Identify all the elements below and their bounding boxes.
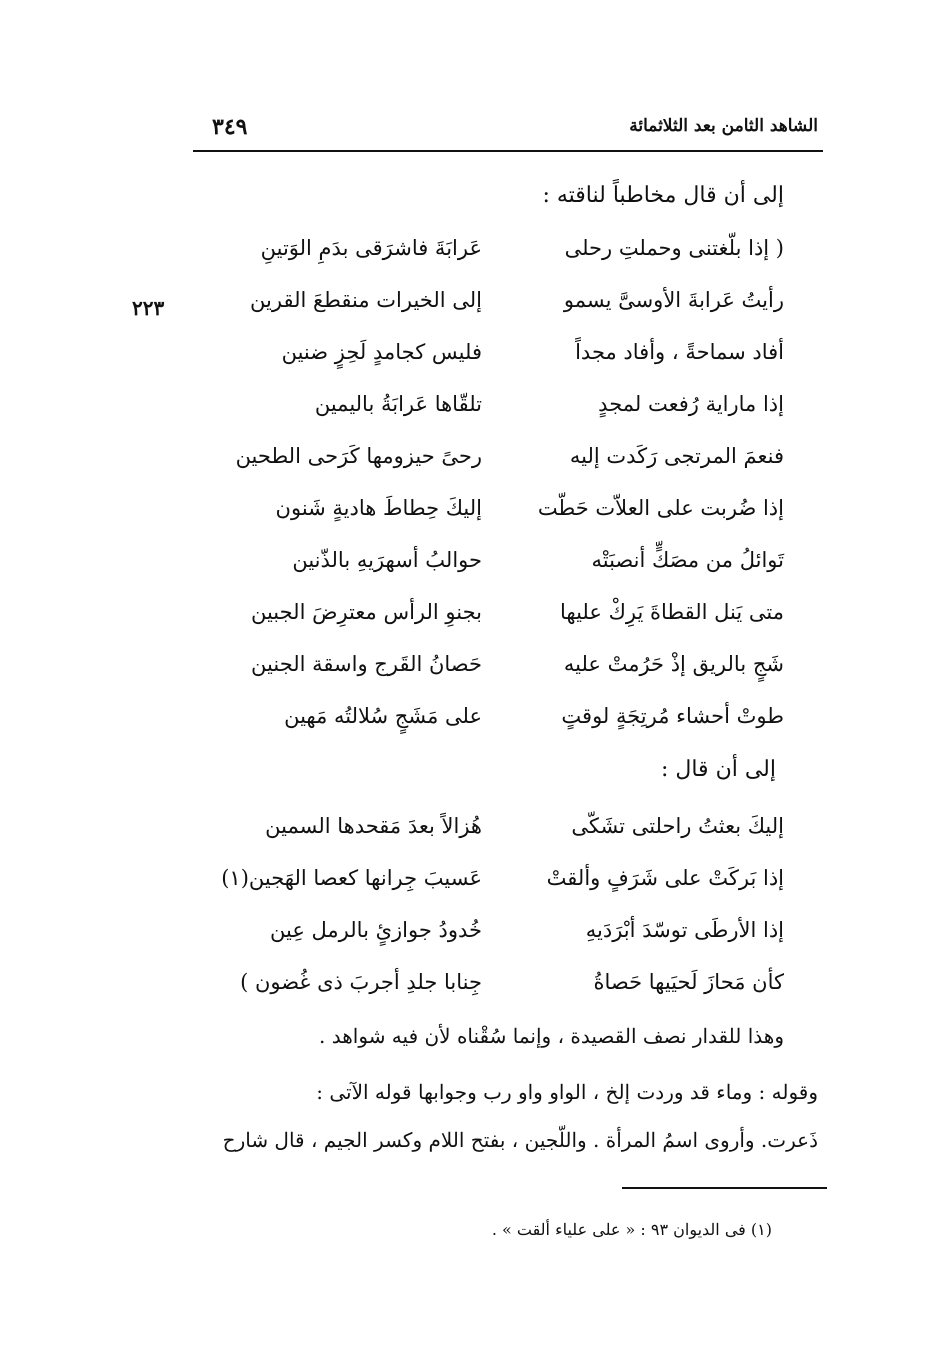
verse-first-hemistich: فنعمَ المرتجى رَكَدت إليه [569, 444, 784, 468]
paragraph-line: وقوله : وماء قد وردت إلخ ، الواو واو رب وجوابها قوله الآتى : [316, 1080, 818, 1104]
verse-line [200, 496, 800, 548]
verse-line [200, 866, 800, 918]
verse-second-hemistich: رحىً حيزومها كَرَحى الطحين [235, 444, 482, 468]
verse-line [200, 704, 800, 756]
paragraph-line: ذَعرت. وأروى اسمُ المرأة . واللّجين ، بفتح اللام وكسر الجيم ، قال شارح [222, 1128, 818, 1152]
verse-block-2 [200, 814, 800, 1022]
verse-first-hemistich: إليكَ بعثتُ راحلتى تشَكّى [571, 814, 784, 838]
verse-second-hemistich: إليكَ حِطاطَ هاديةٍ شَنون [275, 496, 482, 520]
verse-second-hemistich: عَرابَةَ فاشرَقى بدَمِ الوَتينِ [260, 236, 482, 260]
verse-line [200, 652, 800, 704]
footnote-rule [622, 1187, 827, 1189]
page-number: ٣٤٩ [212, 114, 248, 140]
verse-line [200, 548, 800, 600]
intro-line-1: إلى أن قال مخاطباً لناقته : [542, 183, 784, 208]
verse-first-hemistich: طوتْ أحشاء مُرتِجَةٍ لوقتٍ [561, 704, 784, 728]
verse-first-hemistich: إذا الأرطَى توسّدَ أبْرَدَيهِ [585, 918, 784, 942]
verse-first-hemistich: إذا ماراية رُفعت لمجدٍ [598, 392, 784, 416]
verse-line [200, 288, 800, 340]
verse-line [200, 970, 800, 1022]
verse-line [200, 392, 800, 444]
verse-second-hemistich: حوالبُ أسهرَيهِ بالذّنين [292, 548, 482, 572]
verse-line [200, 340, 800, 392]
verse-first-hemistich: تَوائلُ من مصَكٍّ أنصبَتْه [591, 548, 784, 572]
verse-line [200, 236, 800, 288]
note-line: وهذا للقدار نصف القصيدة ، وإنما سُقْناه لأن فيه شواهد . [319, 1024, 784, 1048]
verse-second-hemistich: على مَشَجٍ سُلالتُه مَهين [284, 704, 482, 728]
verse-second-hemistich: خُدودُ جوازئٍ بالرمل عِين [270, 918, 482, 942]
verse-first-hemistich: ( إذا بلّغتنى وحملتِ رحلى [564, 236, 784, 260]
header-rule [193, 150, 823, 152]
intro-line-2: إلى أن قال : [660, 757, 776, 782]
margin-poem-number: ٢٢٣ [132, 296, 165, 320]
verse-second-hemistich: عَسيبَ جِرانها كعصا الهَجين(١) [221, 866, 482, 890]
footnote: (١) فى الديوان ٩٣ : « على علياء ألقت » . [491, 1220, 772, 1239]
verse-first-hemistich: إذا ضُربت على العلاّت حَطّت [537, 496, 784, 520]
verse-line [200, 814, 800, 866]
verse-second-hemistich: إلى الخيرات منقطعَ القرين [250, 288, 482, 312]
verse-first-hemistich: شَجٍ بالريق إذْ حَرُمتْ عليه [563, 652, 784, 676]
verse-second-hemistich: فليس كجامدٍ لَحِزٍ ضنين [281, 340, 482, 364]
verse-first-hemistich: كأن مَحازَ لَحيَيها حَصاةُ [593, 970, 784, 994]
verse-first-hemistich: أفاد سماحةً ، وأفاد مجداً [575, 340, 784, 364]
running-header-title: الشاهد الثامن بعد الثلاثمائة [629, 116, 818, 136]
verse-second-hemistich: بجنوِ الرأس معترِضَ الجبين [250, 600, 482, 624]
verse-first-hemistich: متى يَنل القطاةَ يَرِكْ عليها [560, 600, 784, 624]
verse-line [200, 444, 800, 496]
verse-second-hemistich: جِنابا جلدِ أجربَ ذى غُضون ) [240, 970, 482, 994]
verse-second-hemistich: حَصانُ القَرج واسقة الجنين [251, 652, 482, 676]
verse-line [200, 600, 800, 652]
verse-first-hemistich: إذا بَركَتْ على شَرَفٍ وألقتْ [546, 866, 784, 890]
verse-first-hemistich: رأيتُ عَرابةَ الأوسىَّ يسمو [563, 288, 784, 312]
verse-line [200, 918, 800, 970]
verse-second-hemistich: هُزالاً بعدَ مَقحدها السمين [265, 814, 482, 838]
verse-second-hemistich: تلقّاها عَرابَةُ باليمين [314, 392, 482, 416]
verse-block-1 [200, 236, 800, 756]
